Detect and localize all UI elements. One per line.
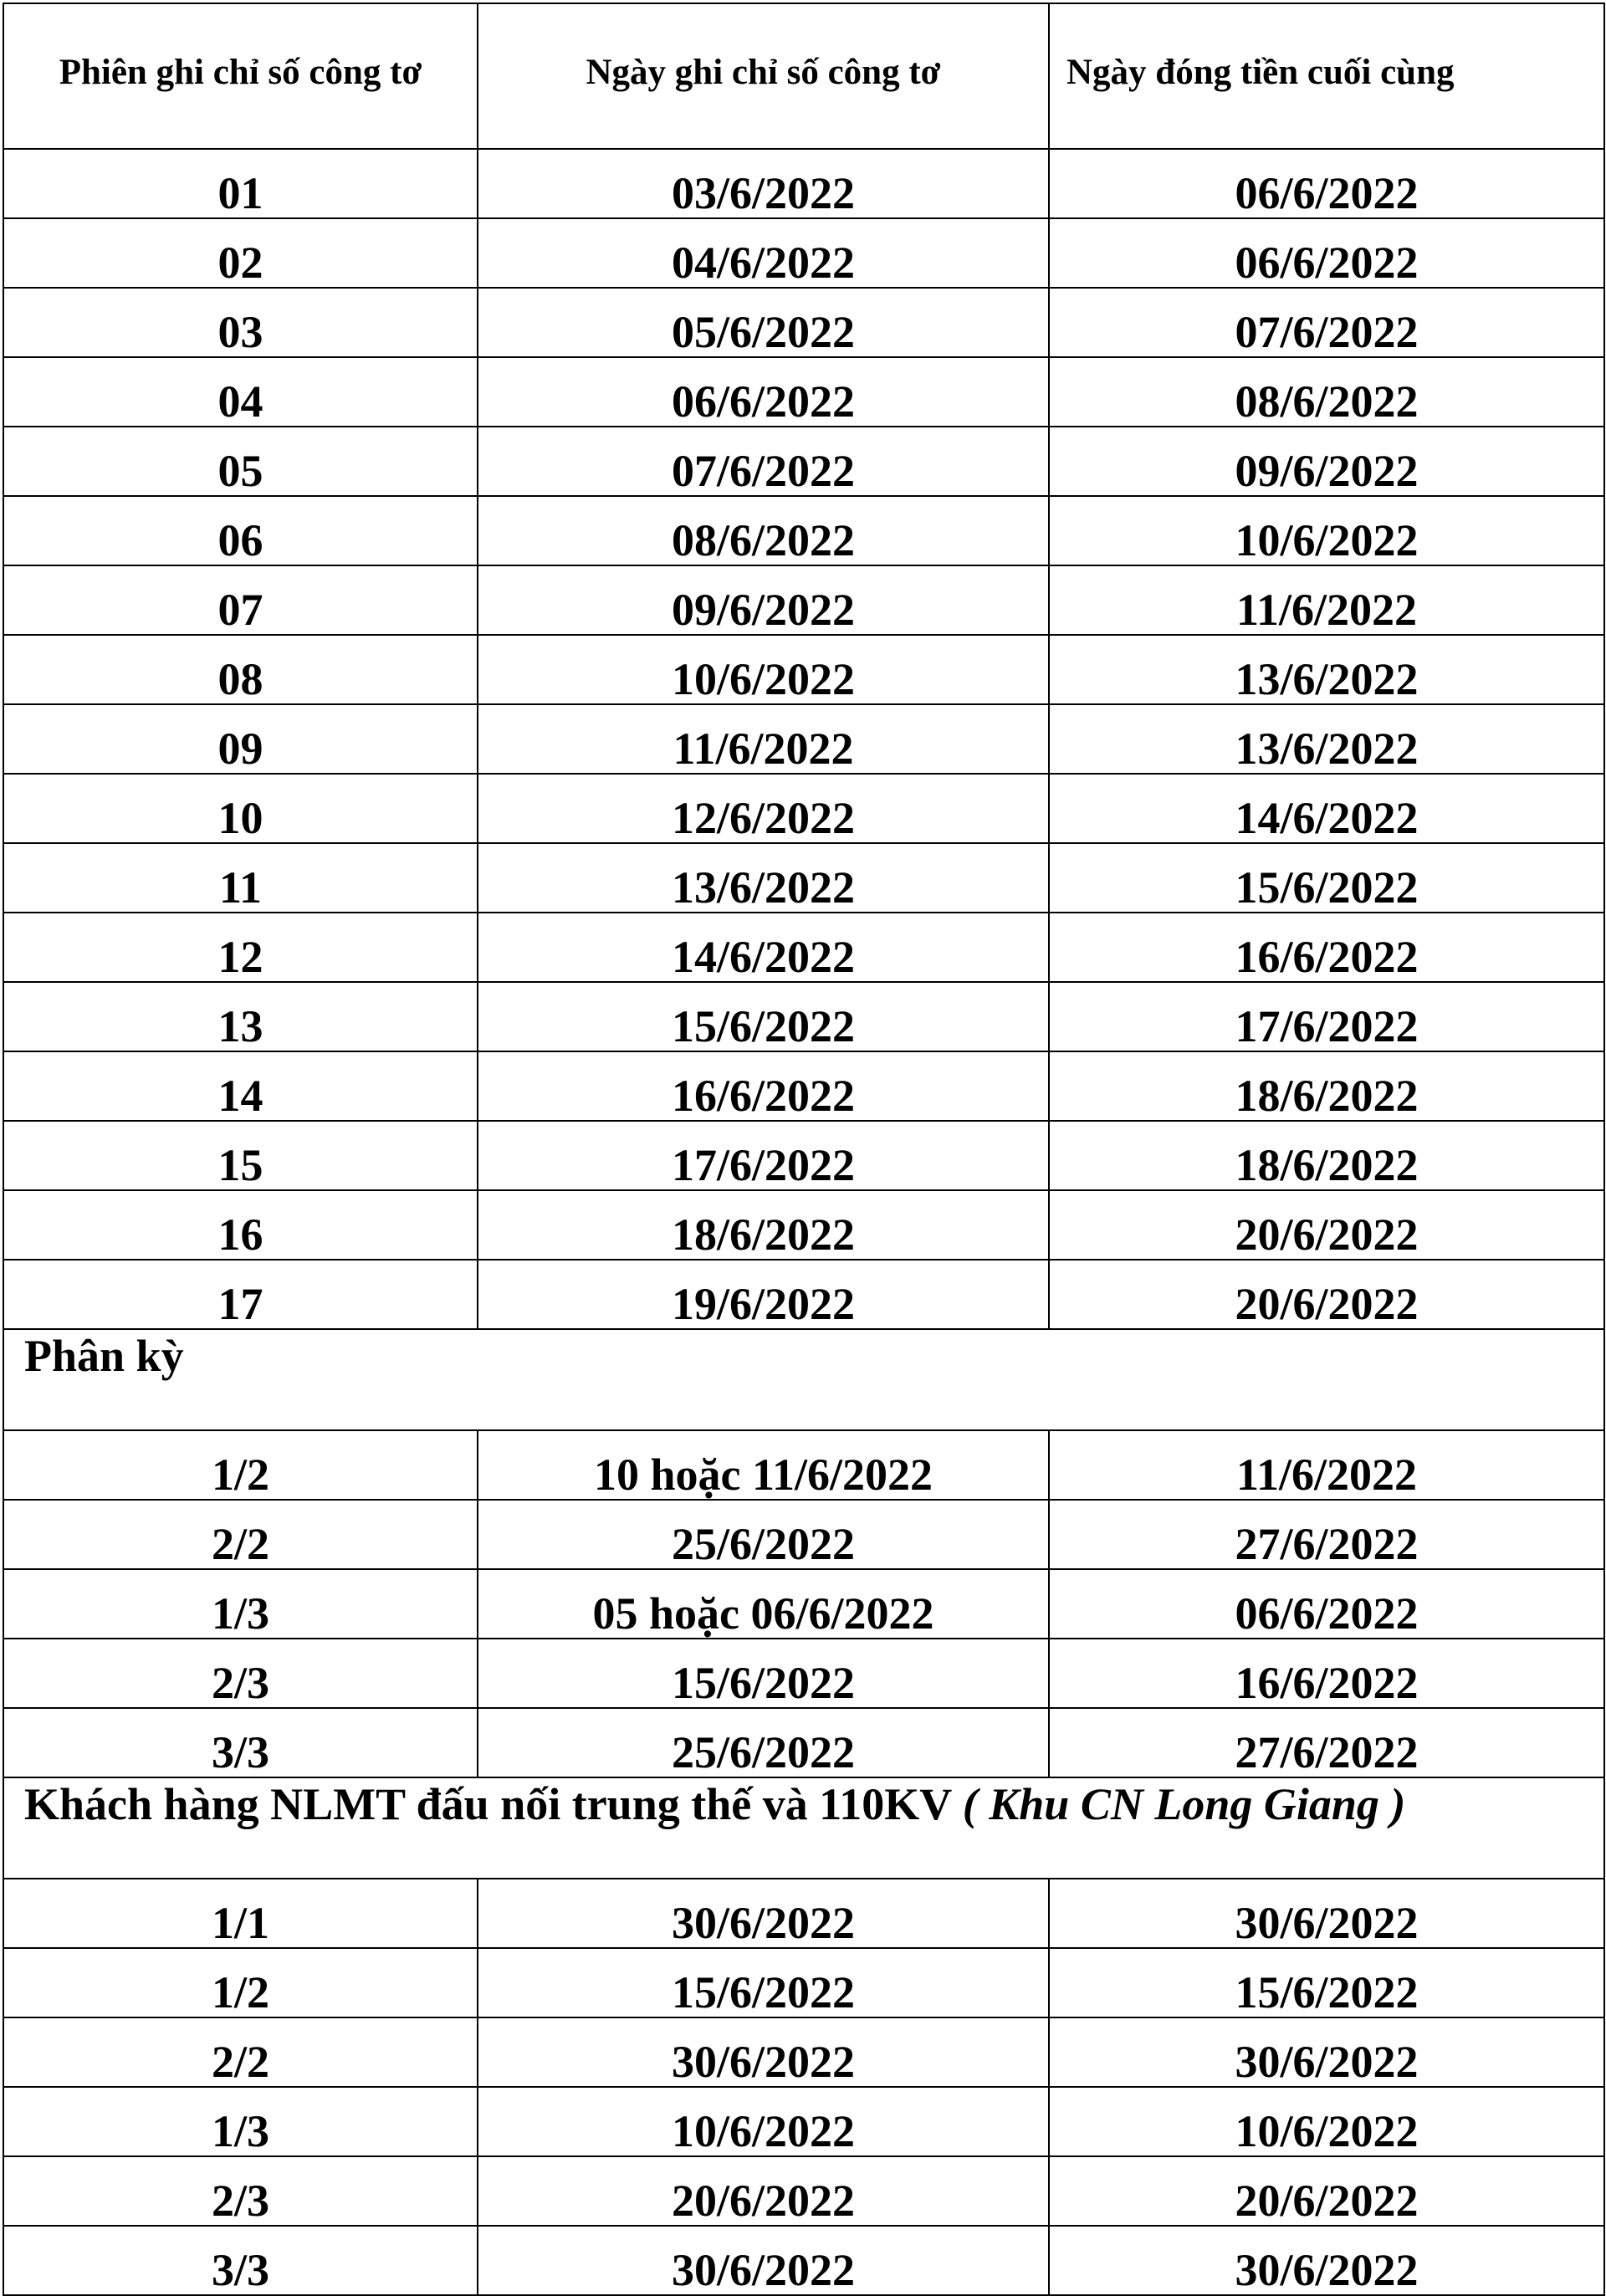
reading-date-cell: 03/6/2022: [478, 149, 1049, 218]
reading-date-cell: 08/6/2022: [478, 496, 1049, 565]
table-row: [3, 1500, 1604, 1569]
header-payment-deadline: Ngày đóng tiền cuối cùng: [1049, 3, 1604, 149]
session-cell: 17: [3, 1260, 478, 1329]
session-cell: 05: [3, 427, 478, 496]
table-row: [3, 1051, 1604, 1121]
session-cell: 2/2: [3, 2017, 478, 2087]
session-cell: 09: [3, 704, 478, 774]
reading-date-cell: 05/6/2022: [478, 288, 1049, 357]
reading-date-cell: 12/6/2022: [478, 774, 1049, 843]
payment-deadline-cell: 18/6/2022: [1049, 1121, 1604, 1190]
table-row: [3, 1569, 1604, 1639]
session-cell: 15: [3, 1121, 478, 1190]
section-title-nlmt: [3, 1777, 1604, 1879]
session-cell: 2/2: [3, 1500, 478, 1569]
session-cell: 01: [3, 149, 478, 218]
payment-deadline-cell: 06/6/2022: [1049, 149, 1604, 218]
table-row: [3, 1879, 1604, 1948]
section-title-text: Khách hàng NLMT đấu nối trung thế và 110KV: [24, 1779, 952, 1829]
table-row: [3, 2087, 1604, 2156]
reading-date-cell: 11/6/2022: [478, 704, 1049, 774]
session-cell: 06: [3, 496, 478, 565]
session-cell: 14: [3, 1051, 478, 1121]
session-cell: 2/3: [3, 1639, 478, 1708]
session-cell: 02: [3, 218, 478, 288]
header-session: Phiên ghi chỉ số công tơ: [3, 3, 478, 149]
session-cell: 1/2: [3, 1430, 478, 1500]
reading-date-cell: 18/6/2022: [478, 1190, 1049, 1260]
nlmt-section-header: [3, 1777, 1604, 1879]
session-cell: 04: [3, 357, 478, 427]
payment-deadline-cell: 18/6/2022: [1049, 1051, 1604, 1121]
meter-reading-schedule-table: [3, 3, 1605, 2296]
payment-deadline-cell: 15/6/2022: [1049, 843, 1604, 913]
payment-deadline-cell: 11/6/2022: [1049, 1430, 1604, 1500]
reading-date-cell: 20/6/2022: [478, 2156, 1049, 2226]
main-sessions-body: [3, 149, 1604, 1329]
payment-deadline-cell: 30/6/2022: [1049, 2017, 1604, 2087]
session-cell: 12: [3, 913, 478, 982]
section-title-text: Phân kỳ: [24, 1331, 184, 1381]
session-cell: 08: [3, 635, 478, 704]
reading-date-cell: 13/6/2022: [478, 843, 1049, 913]
payment-deadline-cell: 20/6/2022: [1049, 2156, 1604, 2226]
payment-deadline-cell: 14/6/2022: [1049, 774, 1604, 843]
section-title-row: [3, 1777, 1604, 1879]
payment-deadline-cell: 10/6/2022: [1049, 2087, 1604, 2156]
table-row: [3, 496, 1604, 565]
payment-deadline-cell: 09/6/2022: [1049, 427, 1604, 496]
table-row: [3, 2226, 1604, 2295]
reading-date-cell: 16/6/2022: [478, 1051, 1049, 1121]
reading-date-cell: 19/6/2022: [478, 1260, 1049, 1329]
table-header-row: [3, 3, 1604, 149]
payment-deadline-cell: 06/6/2022: [1049, 218, 1604, 288]
table-row: [3, 774, 1604, 843]
table-row: [3, 1190, 1604, 1260]
payment-deadline-cell: 06/6/2022: [1049, 1569, 1604, 1639]
payment-deadline-cell: 16/6/2022: [1049, 913, 1604, 982]
reading-date-cell: 10 hoặc 11/6/2022: [478, 1430, 1049, 1500]
reading-date-cell: 05 hoặc 06/6/2022: [478, 1569, 1049, 1639]
session-cell: 10: [3, 774, 478, 843]
table-row: [3, 565, 1604, 635]
section-title-phanky: [3, 1329, 1604, 1430]
reading-date-cell: 04/6/2022: [478, 218, 1049, 288]
session-cell: 07: [3, 565, 478, 635]
reading-date-cell: 10/6/2022: [478, 2087, 1049, 2156]
reading-date-cell: 30/6/2022: [478, 2017, 1049, 2087]
session-cell: 2/3: [3, 2156, 478, 2226]
table-row: [3, 1260, 1604, 1329]
reading-date-cell: 25/6/2022: [478, 1500, 1049, 1569]
payment-deadline-cell: 13/6/2022: [1049, 635, 1604, 704]
header-reading-date: Ngày ghi chỉ số công tơ: [478, 3, 1049, 149]
session-cell: 16: [3, 1190, 478, 1260]
table-row: [3, 913, 1604, 982]
table-row: [3, 635, 1604, 704]
reading-date-cell: 15/6/2022: [478, 1639, 1049, 1708]
table-row: [3, 1430, 1604, 1500]
payment-deadline-cell: 10/6/2022: [1049, 496, 1604, 565]
table-row: [3, 1708, 1604, 1777]
session-cell: 13: [3, 982, 478, 1051]
table-row: [3, 843, 1604, 913]
session-cell: 3/3: [3, 1708, 478, 1777]
payment-deadline-cell: 20/6/2022: [1049, 1190, 1604, 1260]
table-row: [3, 1121, 1604, 1190]
session-cell: 03: [3, 288, 478, 357]
session-cell: 1/3: [3, 1569, 478, 1639]
table-row: [3, 1639, 1604, 1708]
payment-deadline-cell: 08/6/2022: [1049, 357, 1604, 427]
table-row: [3, 288, 1604, 357]
phanky-section-header: [3, 1329, 1604, 1430]
reading-date-cell: 30/6/2022: [478, 1879, 1049, 1948]
reading-date-cell: 15/6/2022: [478, 1948, 1049, 2017]
reading-date-cell: 06/6/2022: [478, 357, 1049, 427]
payment-deadline-cell: 15/6/2022: [1049, 1948, 1604, 2017]
reading-date-cell: 17/6/2022: [478, 1121, 1049, 1190]
payment-deadline-cell: 27/6/2022: [1049, 1500, 1604, 1569]
reading-date-cell: 09/6/2022: [478, 565, 1049, 635]
session-cell: 1/1: [3, 1879, 478, 1948]
table-row: [3, 982, 1604, 1051]
payment-deadline-cell: 27/6/2022: [1049, 1708, 1604, 1777]
table-row: [3, 2017, 1604, 2087]
table-row: [3, 2156, 1604, 2226]
payment-deadline-cell: 13/6/2022: [1049, 704, 1604, 774]
table-row: [3, 149, 1604, 218]
reading-date-cell: 10/6/2022: [478, 635, 1049, 704]
payment-deadline-cell: 30/6/2022: [1049, 1879, 1604, 1948]
nlmt-sessions-body: [3, 1879, 1604, 2295]
reading-date-cell: 15/6/2022: [478, 982, 1049, 1051]
reading-date-cell: 14/6/2022: [478, 913, 1049, 982]
session-cell: 3/3: [3, 2226, 478, 2295]
payment-deadline-cell: 30/6/2022: [1049, 2226, 1604, 2295]
session-cell: 1/2: [3, 1948, 478, 2017]
table-row: [3, 218, 1604, 288]
payment-deadline-cell: 17/6/2022: [1049, 982, 1604, 1051]
reading-date-cell: 07/6/2022: [478, 427, 1049, 496]
section-title-row: [3, 1329, 1604, 1430]
session-cell: 1/3: [3, 2087, 478, 2156]
table-row: [3, 704, 1604, 774]
payment-deadline-cell: 07/6/2022: [1049, 288, 1604, 357]
payment-deadline-cell: 11/6/2022: [1049, 565, 1604, 635]
payment-deadline-cell: 16/6/2022: [1049, 1639, 1604, 1708]
reading-date-cell: 25/6/2022: [478, 1708, 1049, 1777]
payment-deadline-cell: 20/6/2022: [1049, 1260, 1604, 1329]
phanky-sessions-body: [3, 1430, 1604, 1777]
session-cell: 11: [3, 843, 478, 913]
section-title-italic: ( Khu CN Long Giang ): [962, 1779, 1406, 1829]
table-row: [3, 1948, 1604, 2017]
reading-date-cell: 30/6/2022: [478, 2226, 1049, 2295]
table-row: [3, 357, 1604, 427]
table-row: [3, 427, 1604, 496]
